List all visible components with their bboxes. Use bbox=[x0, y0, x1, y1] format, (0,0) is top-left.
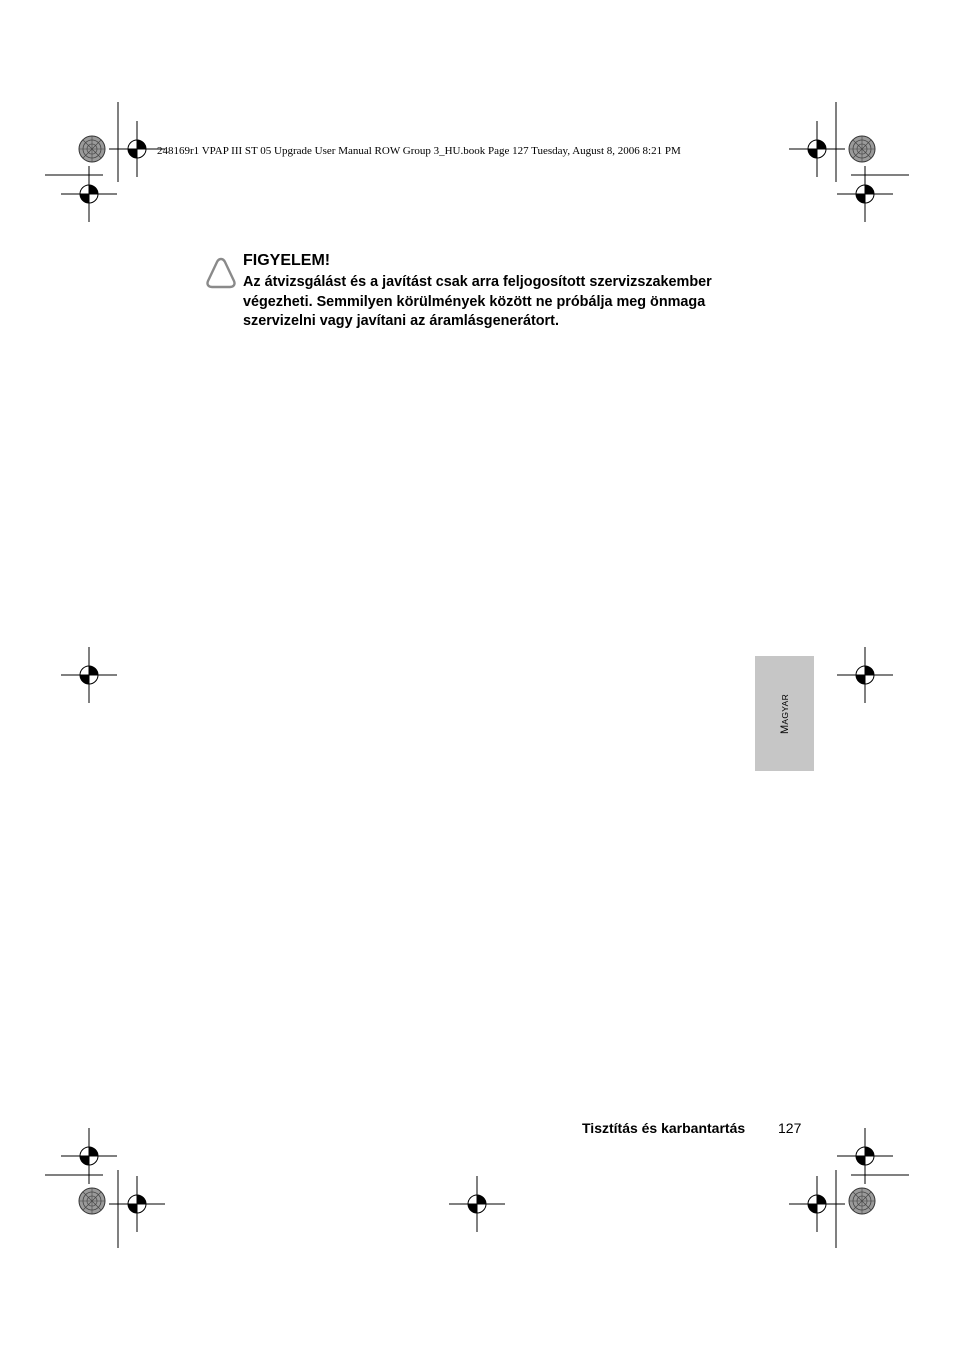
registration-mark bbox=[837, 166, 893, 222]
print-job-info: 248169r1 VPAP III ST 05 Upgrade User Manual ROW Group 3_HU.book Page 127 Tuesday, August 8, 2006 8:21 PM bbox=[157, 145, 681, 157]
language-tab-initial: M bbox=[778, 724, 791, 734]
language-tab-rest: AGYAR bbox=[779, 693, 790, 725]
registration-mark bbox=[61, 1128, 117, 1184]
registration-mark bbox=[789, 1176, 845, 1232]
registration-mark bbox=[837, 647, 893, 703]
registration-mark bbox=[449, 1176, 505, 1232]
registration-mark bbox=[61, 166, 117, 222]
language-tab-label bbox=[779, 693, 791, 733]
warning-title: FIGYELEM! bbox=[243, 252, 331, 269]
color-wheel-mark bbox=[849, 1188, 875, 1214]
registration-mark bbox=[789, 121, 845, 177]
language-side-tab bbox=[755, 656, 814, 771]
color-wheel-mark bbox=[849, 136, 875, 162]
color-wheel-mark bbox=[79, 1188, 105, 1214]
registration-mark bbox=[109, 1176, 165, 1232]
page-number: 127 bbox=[778, 1120, 802, 1136]
footer-section-title: Tisztítás és karbantartás bbox=[582, 1120, 746, 1136]
warning-text: Az átvizsgálást és a javítást csak arra feljogosított szervizszakember végezheti. Semmilyen körülmények között ne próbálja meg önmaga szervizelni vagy javítani az áramlásgenerátort. bbox=[243, 274, 712, 329]
warning-triangle-icon bbox=[205, 256, 237, 290]
color-wheel-mark bbox=[79, 136, 105, 162]
registration-mark bbox=[837, 1128, 893, 1184]
registration-mark bbox=[61, 647, 117, 703]
